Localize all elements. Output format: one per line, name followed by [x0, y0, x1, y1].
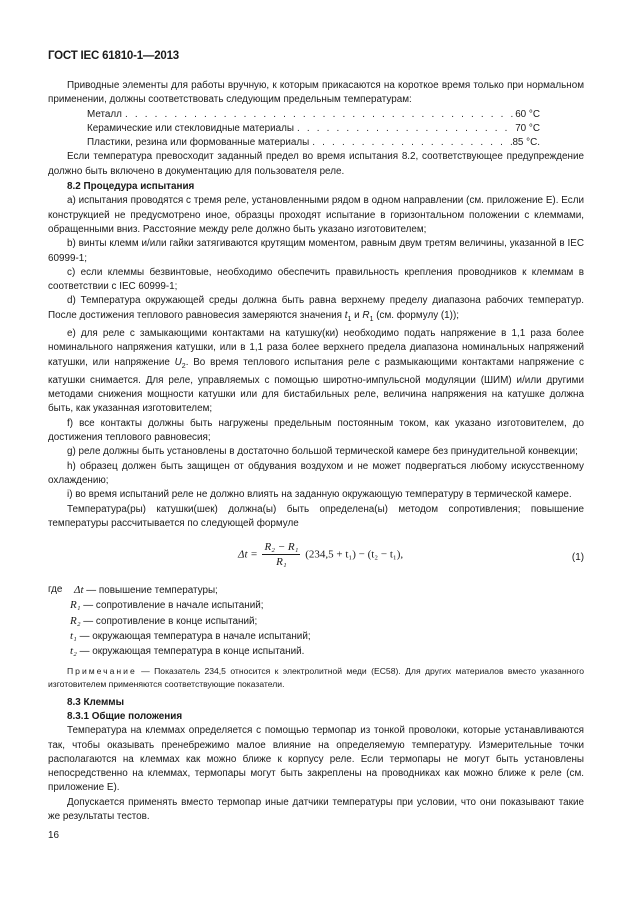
formula-number: (1) [571, 552, 584, 564]
legend-row [48, 598, 584, 613]
symbol-r: R [362, 309, 370, 321]
legend-entry [74, 583, 218, 598]
paragraph-coil-temperature: Температура(ры) катушки(шек) должна(ы) быть определена(ы) методом сопротивления; повышение температуры рассчитывается по следующей формуле [48, 503, 584, 529]
legend-symbol: t₁ [70, 630, 77, 643]
page-number: 16 [48, 830, 59, 841]
standard-header: ГОСТ IEC 61810-1—2013 [48, 50, 180, 62]
legend-where: где [48, 584, 63, 596]
legend-row [48, 583, 584, 598]
section-heading-8-2: 8.2 Процедура испытания [67, 181, 195, 193]
limit-row [87, 136, 540, 150]
subsection-heading-8-3-1: 8.3.1 Общие положения [67, 710, 183, 722]
limit-value: 70 °С [515, 122, 540, 134]
conjunction: и [351, 309, 363, 321]
symbol-u: U [174, 356, 182, 368]
legend-row [48, 614, 584, 629]
paragraph-other-sensors: Допускается применять вместо термопар иные датчики температуры при условии, что они показывают такие же результаты тестов. [48, 796, 584, 822]
temperature-limits-list [48, 108, 584, 151]
limit-row [87, 108, 540, 122]
legend-symbol: R₁ [70, 599, 81, 612]
formula-rest: (234,5 + t₁) − (t₂ − t₁), [305, 548, 404, 561]
symbol-t: t [344, 309, 348, 321]
document-body [48, 79, 584, 824]
subscript: 1 [369, 315, 374, 323]
limit-label: Металл [87, 108, 122, 120]
note [48, 665, 584, 691]
legend-text: — сопротивление в начале испытаний; [83, 600, 264, 612]
formula-1 [48, 531, 584, 583]
item-e-tail: . Во время теплового испытания реле с размыкающими контактами напряжение с катушки снимается. Для реле, управляемых с помощью широтно-импульсной модуляции (ШИМ) и/или другими методами снижения мощности катушки или для бистабильных реле, величина напряжения на катушке должна быть, как указанная изготовителем; [48, 356, 584, 415]
legend-text: — окружающая температура в конце испытаний. [79, 646, 305, 658]
legend-text: — сопротивление в конце испытаний; [83, 615, 258, 627]
fraction-numerator: R₂ − R₁ [262, 540, 300, 555]
paragraph-manual-actuators: Приводные элементы для работы вручную, к которым прикасаются на короткое время только при нормальном применении, должны соответствовать следующим предельным температурам: [48, 80, 584, 106]
item-d [48, 294, 584, 327]
item-b: b) винты клемм и/или гайки затягиваются крутящим моментом, равным двум третям величины, указанной в IEC 60999-1; [48, 238, 584, 264]
formula-expression [238, 540, 403, 570]
legend-row [48, 629, 584, 644]
item-i: i) во время испытаний реле не должно влиять на заданную окружающую температуру в термической камере. [67, 489, 572, 501]
limit-value: 60 °С [515, 108, 540, 120]
item-e-text: е) для реле с замыкающими контактами на катушку(ки) необходимо подать напряжение в 1,1 раза более номинального напряжения катушки, или в 1,1 раза более верхнего предела диапазона номинальных напряжений катушки, или напряжение [48, 328, 584, 368]
legend-text: — окружающая температура в начале испытаний; [79, 631, 311, 643]
item-f: f) все контакты должны быть нагружены предельным постоянным током, как указано изготовителем, до достижения теплового равновесия; [48, 417, 584, 444]
leader-dots [294, 122, 515, 136]
legend-row [48, 644, 584, 659]
note-text: — Показатель 234,5 относится к электролитной меди (ЕС58). Для других материалов вместо указанного изготовителем применяются соответствующие показатели. [48, 665, 585, 689]
paragraph-warning: Если температура превосходит заданный предел во время испытания 8.2, соответствующее предупреждение должно быть включено в документацию для пользователя реле. [48, 151, 584, 177]
paragraph-thermocouples: Температура на клеммах определяется с помощью термопар из тонкой проволоки, которые устанавливаются так, чтобы оказывать пренебрежимо малое влияние на определяемую температуру. Измерительные точки располагаются на клеммах как можно ближе к корпусу реле. Если термопары не могут быть установлены непосредственно на клеммах, термопары могут быть закреплены на проводниках как можно ближе к реле (см. приложение Е). [48, 725, 584, 794]
formula-fraction [262, 540, 300, 570]
item-d-tail: (см. формулу (1)); [373, 309, 459, 321]
formula-lhs: Δt = [238, 548, 258, 561]
limit-label: Пластики, резина или формованные материалы [87, 137, 310, 149]
item-d-text: d) Температура окружающей среды должна быть равна верхнему пределу диапазона рабочих температур. После достижения теплового равновесия замеряются значения [48, 295, 584, 321]
item-h: h) образец должен быть защищен от обдувания воздухом и не может подвергаться любому искусственному охлаждению; [48, 460, 584, 486]
legend-text: — повышение температуры; [86, 585, 218, 597]
formula-legend [48, 583, 584, 659]
subscript: 1 [347, 315, 352, 323]
subscript: 2 [181, 362, 186, 370]
legend-symbol: Δt [74, 584, 84, 597]
section-heading-8-3: 8.3 Клеммы [67, 696, 125, 708]
fraction-denominator: R₁ [276, 556, 287, 569]
item-a: а) испытания проводятся с тремя реле, установленными рядом в одном направлении (см. приложение Е). Если конструкцией не предусмотрено иное, образцы проходят испытание в горизонтальном положении с клеммами, обращенными вниз. Расстояние между реле должно быть указано изготовителем; [48, 195, 584, 235]
item-e [48, 327, 584, 417]
note-label: Примечание [67, 665, 137, 676]
legend-symbol: R₂ [70, 614, 81, 627]
legend-symbol: t₂ [70, 645, 77, 658]
item-c: с) если клеммы безвинтовые, необходимо обеспечить правильность крепления проводников к клеммам в соответствии с IEC 60999-1; [48, 266, 584, 293]
limit-row [87, 122, 540, 136]
leader-dots [309, 136, 512, 150]
leader-dots [122, 108, 515, 122]
limit-label: Керамические или стекловидные материалы [87, 122, 294, 134]
limit-value: 85 °С. [512, 137, 540, 149]
item-g: g) реле должны быть установлены в достаточно большой термической камере без принудительной конвекции; [67, 446, 578, 458]
